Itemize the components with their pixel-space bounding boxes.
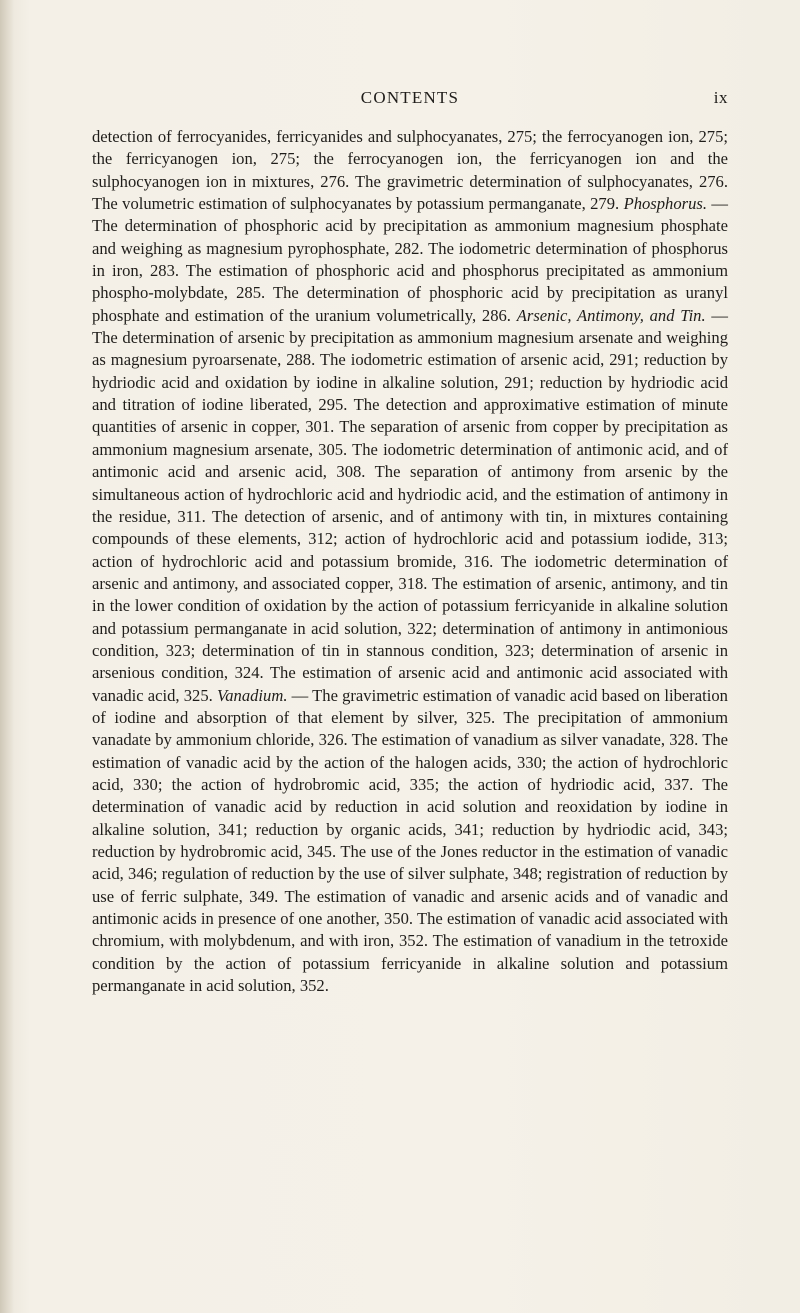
text-segment: — The determination of arsenic by precipitation as ammonium magnesium arsenate and weighing as magnesium pyroarsenate, 288. The iodometric estimation of arsenic acid, 291; reduction by hydriodic acid and oxidation by iodine in alkaline solution, 291; reduction by hydriodic acid and titration of iodine liberated, 295. The detection and approximative estimation of minute quantities of arsenic in copper, 301. The separation of arsenic from copper by precipitation as ammonium magnesium arsenate, 305. The iodometric determination of antimonic acid, and of antimonic acid and arsenic acid, 308. The separation of antimony from arsenic by the simultaneous action of hydrochloric acid and hydriodic acid, and the estimation of antimony in the residue, 311. The detection of arsenic, and of antimony with tin, in mixtures containing compounds of these elements, 312; action of hydrochloric acid and potassium iodide, 313; action of hydrochloric acid and potassium bromide, 316. The iodometric determination of arsenic and antimony, and associated copper, 318. The estimation of arsenic, antimony, and tin in the lower condition of oxidation by the action of potassium ferricyanide in alkaline solution and potassium permanganate in acid solution, 322; determination of antimony in antimonious condition, 323; determination of tin in stannous condition, 323; determination of arsenic in arsenious condition, 324. The estimation of arsenic acid and antimonic acid associated with vanadic acid, 325. [92,305,728,705]
text-segment: — The gravimetric estimation of vanadic acid based on liberation of iodine and absorption of that element by silver, 325. The precipitation of ammonium vanadate by ammonium chloride, 326. The estimation of vanadium as silver vanadate, 328. The estimation of vanadic acid by the action of the halogen acids, 330; the action of hydrochloric acid, 330; the action of hydrobromic acid, 335; the action of hydriodic acid, 337. The determination of vanadic acid by reduction in acid solution and reoxidation by iodine in alkaline solution, 341; reduction by organic acids, 341; reduction by hydriodic acid, 343; reduction by hydrobromic acid, 345. The use of the Jones reductor in the estimation of vanadic acid, 346; regulation of reduction by the use of silver sulphate, 348; registration of reduction by use of ferric sulphate, 349. The estimation of vanadic and arsenic acids and of vanadic and antimonic acids in presence of one another, 350. The estimation of vanadic acid associated with chromium, with molybdenum, and with iron, 352. The estimation of vanadium in the tetroxide condition by the action of potassium ferricyanide in alkaline solution and potassium permanganate in acid solution, 352. [92,685,728,996]
running-title: CONTENTS [360,88,460,107]
page-number: ix [713,88,728,107]
section-heading-phosphorus: Phosphorus. [623,194,708,214]
spine-shadow [0,0,14,1313]
page-header [92,88,728,112]
section-heading-vanadium: Vanadium. [216,685,288,705]
text-segment: — The determination of phosphoric acid by precipitation as ammonium magnesium phosphate and weighing as magnesium pyrophosphate, 282. The iodometric determination of phosphorus in iron, 283. The estimation of phosphoric acid and phosphorus precipitated as ammonium phospho-molybdate, 285. The determination of phosphoric acid by precipitation as uranyl phosphate and estimation of the uranium volumetrically, 286. [92,194,728,325]
section-heading-arsenic-antimony-tin: Arsenic, Antimony, and Tin. [516,305,706,325]
text-segment: detection of ferrocyanides, ferricyanides and sulphocyanates, 275; the ferrocyanogen ion, 275; the ferricyanogen ion, 275; the ferrocyanogen ion, the ferricyanogen ion and the sulphocyanogen ion in mixtures, 276. The gravimetric determination of sulphocyanates, 276. The volumetric estimation of sulphocyanates by potassium permanganate, 279. [92,127,728,214]
contents-paragraph [92,126,728,997]
